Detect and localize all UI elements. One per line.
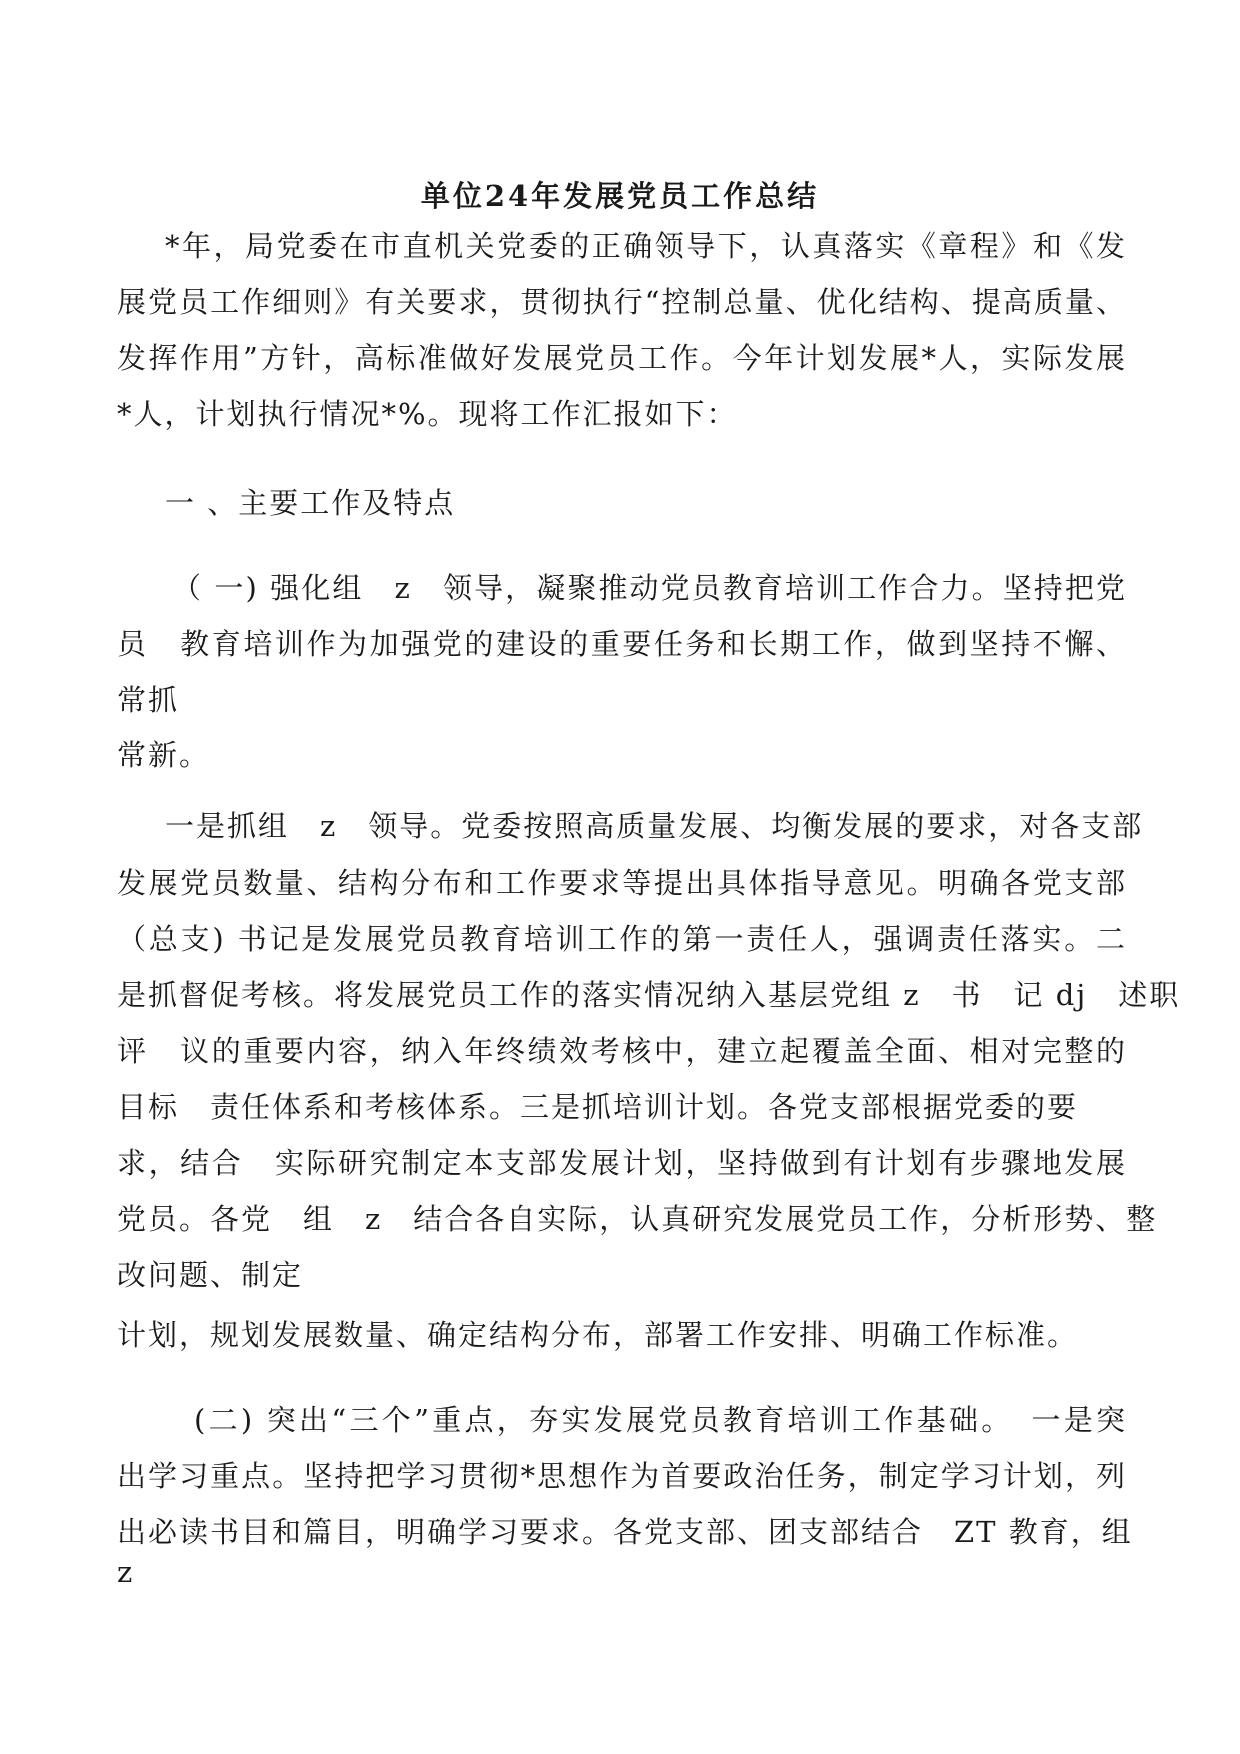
paragraph-line: 改问题、制定 <box>117 1258 304 1292</box>
paragraph-line: 求，结合 实际研究制定本支部发展计划，坚持做到有计划有步骤地发展 <box>117 1146 1127 1180</box>
paragraph-line: 目标 责任体系和考核体系。三是抓培训计划。各党支部根据党委的要 <box>117 1090 1079 1124</box>
paragraph-line: 常新。 <box>117 738 211 772</box>
paragraph-line: 一是抓组 z 领导。党委按照高质量发展、均衡发展的要求，对各支部 <box>165 809 1144 843</box>
paragraph-line: 发挥作用”方针，高标准做好发展党员工作。今年计划发展*人，实际发展 <box>117 341 1127 375</box>
paragraph-line: 展党员工作细则》有关要求，贯彻执行“控制总量、优化结构、提高质量、 <box>117 285 1127 319</box>
paragraph-line: 常抓 <box>117 683 180 717</box>
paragraph-line: 出学习重点。坚持把学习贯彻*思想作为首要政治任务，制定学习计划，列 <box>117 1459 1127 1493</box>
paragraph-line: 评 议的重要内容，纳入年终绩效考核中，建立起覆盖全面、相对完整的 <box>117 1034 1127 1068</box>
paragraph-line: z <box>117 1555 135 1589</box>
section-heading: 一 、主要工作及特点 <box>165 486 456 520</box>
paragraph-line: 出必读书目和篇目，明确学习要求。各党支部、团支部结合 ZT 教育，组 <box>117 1515 1133 1549</box>
paragraph-line: 计划，规划发展数量、确定结构分布，部署工作安排、明确工作标准。 <box>117 1318 1079 1352</box>
paragraph-line: 是抓督促考核。将发展党员工作的落实情况纳入基层党组 z 书 记 dj 述职 <box>117 978 1181 1012</box>
paragraph-line: 发展党员数量、结构分布和工作要求等提出具体指导意见。明确各党支部 <box>117 866 1127 900</box>
paragraph-line: *人，计划执行情况*%。现将工作汇报如下： <box>117 397 738 431</box>
paragraph-line: （ 一) 强化组 z 领导，凝聚推动党员教育培训工作合力。坚持把党 <box>172 571 1127 605</box>
paragraph-line: （总支) 书记是发展党员教育培训工作的第一责任人，强调责任落实。二 <box>117 922 1127 956</box>
paragraph-line: 党员。各党 组 z 结合各自实际，认真研究发展党员工作，分析形势、整 <box>117 1202 1158 1236</box>
paragraph-line: *年，局党委在市直机关党委的正确领导下，认真落实《章程》和《发 <box>165 229 1127 263</box>
paragraph-line: (二) 突出“三个”重点，夯实发展党员教育培训工作基础。 一是突 <box>194 1403 1127 1437</box>
document-title: 单位24年发展党员工作总结 <box>420 179 820 213</box>
paragraph-line: 员 教育培训作为加强党的建设的重要任务和长期工作，做到坚持不懈、 <box>117 627 1127 661</box>
